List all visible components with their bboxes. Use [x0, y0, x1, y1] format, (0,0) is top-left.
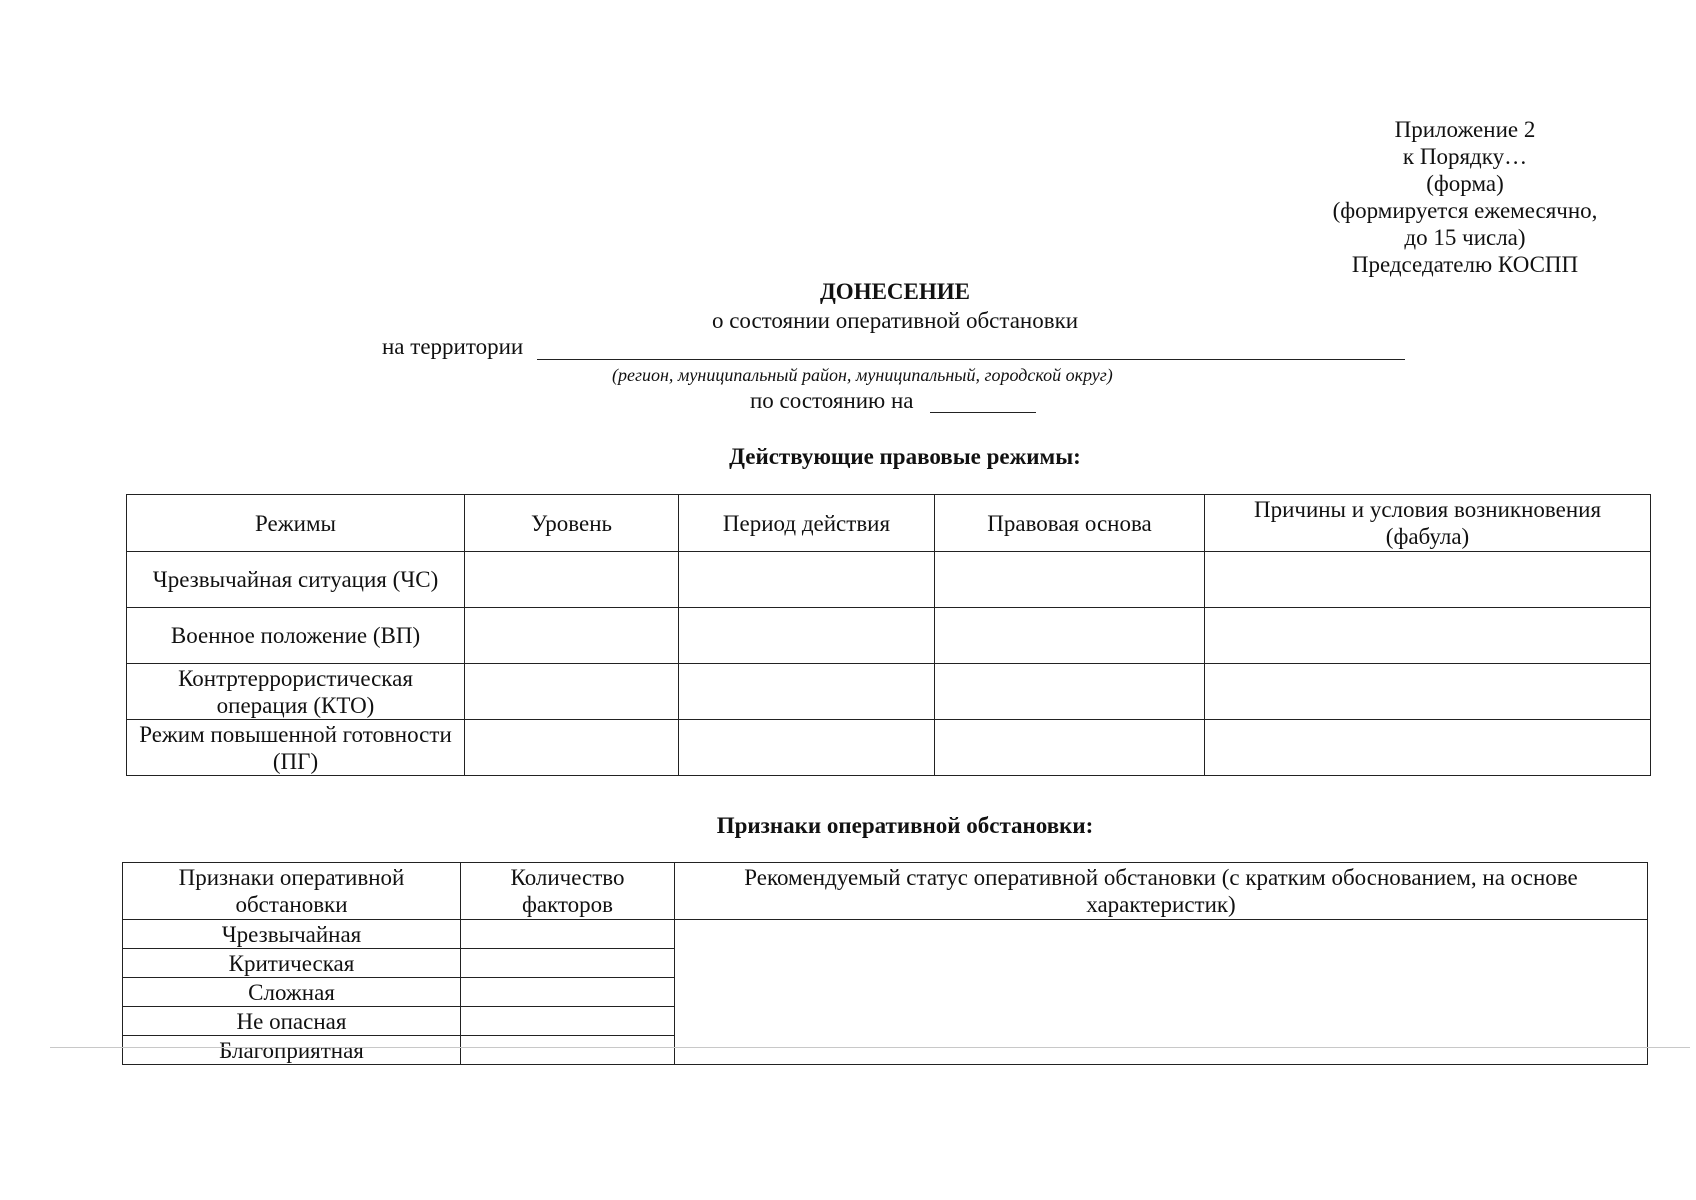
row-label: Чрезвычайная — [123, 920, 461, 949]
appendix-line: (формируется ежемесячно, — [1332, 198, 1598, 223]
recommended-status-cell[interactable] — [675, 920, 1648, 1065]
table-cell[interactable] — [679, 720, 935, 776]
document-title: ДОНЕСЕНИЕ — [819, 279, 971, 304]
as-of-label: по состоянию на — [750, 388, 914, 413]
table-cell[interactable] — [1205, 552, 1651, 608]
column-header: Правовая основа — [935, 495, 1205, 552]
table-cell[interactable] — [935, 552, 1205, 608]
signs-table — [122, 862, 1648, 1065]
row-label: Режим повышенной готовности (ПГ) — [127, 720, 465, 776]
table-row — [127, 664, 1651, 720]
row-label: Сложная — [123, 978, 461, 1007]
table-row — [127, 608, 1651, 664]
column-header: Период действия — [679, 495, 935, 552]
table-row — [123, 920, 1648, 949]
appendix-line: Председателю КОСПП — [1351, 252, 1579, 277]
table-row — [127, 552, 1651, 608]
factor-count-cell[interactable] — [461, 920, 675, 949]
column-header: Режимы — [127, 495, 465, 552]
table-cell[interactable] — [465, 608, 679, 664]
table-cell[interactable] — [1205, 608, 1651, 664]
appendix-line: к Порядку… — [1402, 144, 1528, 169]
territory-fill-line[interactable] — [537, 359, 1405, 360]
signs-heading: Признаки оперативной обстановки: — [716, 813, 1094, 838]
table-header-row — [123, 863, 1648, 920]
row-label: Не опасная — [123, 1007, 461, 1036]
territory-hint: (регион, муниципальный район, муниципальный, городской округ) — [612, 365, 1113, 385]
row-label: Контртеррористическая операция (КТО) — [127, 664, 465, 720]
factor-count-cell[interactable] — [461, 978, 675, 1007]
table-cell[interactable] — [935, 664, 1205, 720]
row-label: Благоприятная — [123, 1036, 461, 1065]
table-header-row — [127, 495, 1651, 552]
appendix-line: до 15 числа) — [1404, 225, 1526, 250]
territory-label: на территории — [382, 334, 524, 359]
column-header: Уровень — [465, 495, 679, 552]
column-header: Причины и условия возникновения (фабула) — [1205, 495, 1651, 552]
factor-count-cell[interactable] — [461, 1007, 675, 1036]
as-of-fill-line[interactable] — [930, 412, 1036, 413]
table-cell[interactable] — [465, 552, 679, 608]
row-label: Критическая — [123, 949, 461, 978]
appendix-line: (форма) — [1426, 171, 1504, 196]
factor-count-cell[interactable] — [461, 1036, 675, 1065]
regimes-table — [126, 494, 1651, 776]
table-cell[interactable] — [679, 552, 935, 608]
row-label: Чрезвычайная ситуация (ЧС) — [127, 552, 465, 608]
table-cell[interactable] — [935, 608, 1205, 664]
column-header: Признаки оперативной обстановки — [123, 863, 461, 920]
table-cell[interactable] — [465, 720, 679, 776]
appendix-line: Приложение 2 — [1394, 117, 1536, 142]
regimes-heading: Действующие правовые режимы: — [729, 444, 1081, 469]
document-subtitle: о состоянии оперативной обстановки — [711, 308, 1079, 333]
table-cell[interactable] — [1205, 720, 1651, 776]
column-header: Рекомендуемый статус оперативной обстановки (с кратким обоснованием, на основе характеристик) — [675, 863, 1648, 920]
row-label: Военное положение (ВП) — [127, 608, 465, 664]
table-cell[interactable] — [465, 664, 679, 720]
scan-artifact-line — [50, 1047, 1690, 1048]
factor-count-cell[interactable] — [461, 949, 675, 978]
table-cell[interactable] — [935, 720, 1205, 776]
table-cell[interactable] — [1205, 664, 1651, 720]
column-header: Количество факторов — [461, 863, 675, 920]
table-row — [127, 720, 1651, 776]
appendix-block — [1300, 116, 1630, 278]
table-cell[interactable] — [679, 608, 935, 664]
table-cell[interactable] — [679, 664, 935, 720]
